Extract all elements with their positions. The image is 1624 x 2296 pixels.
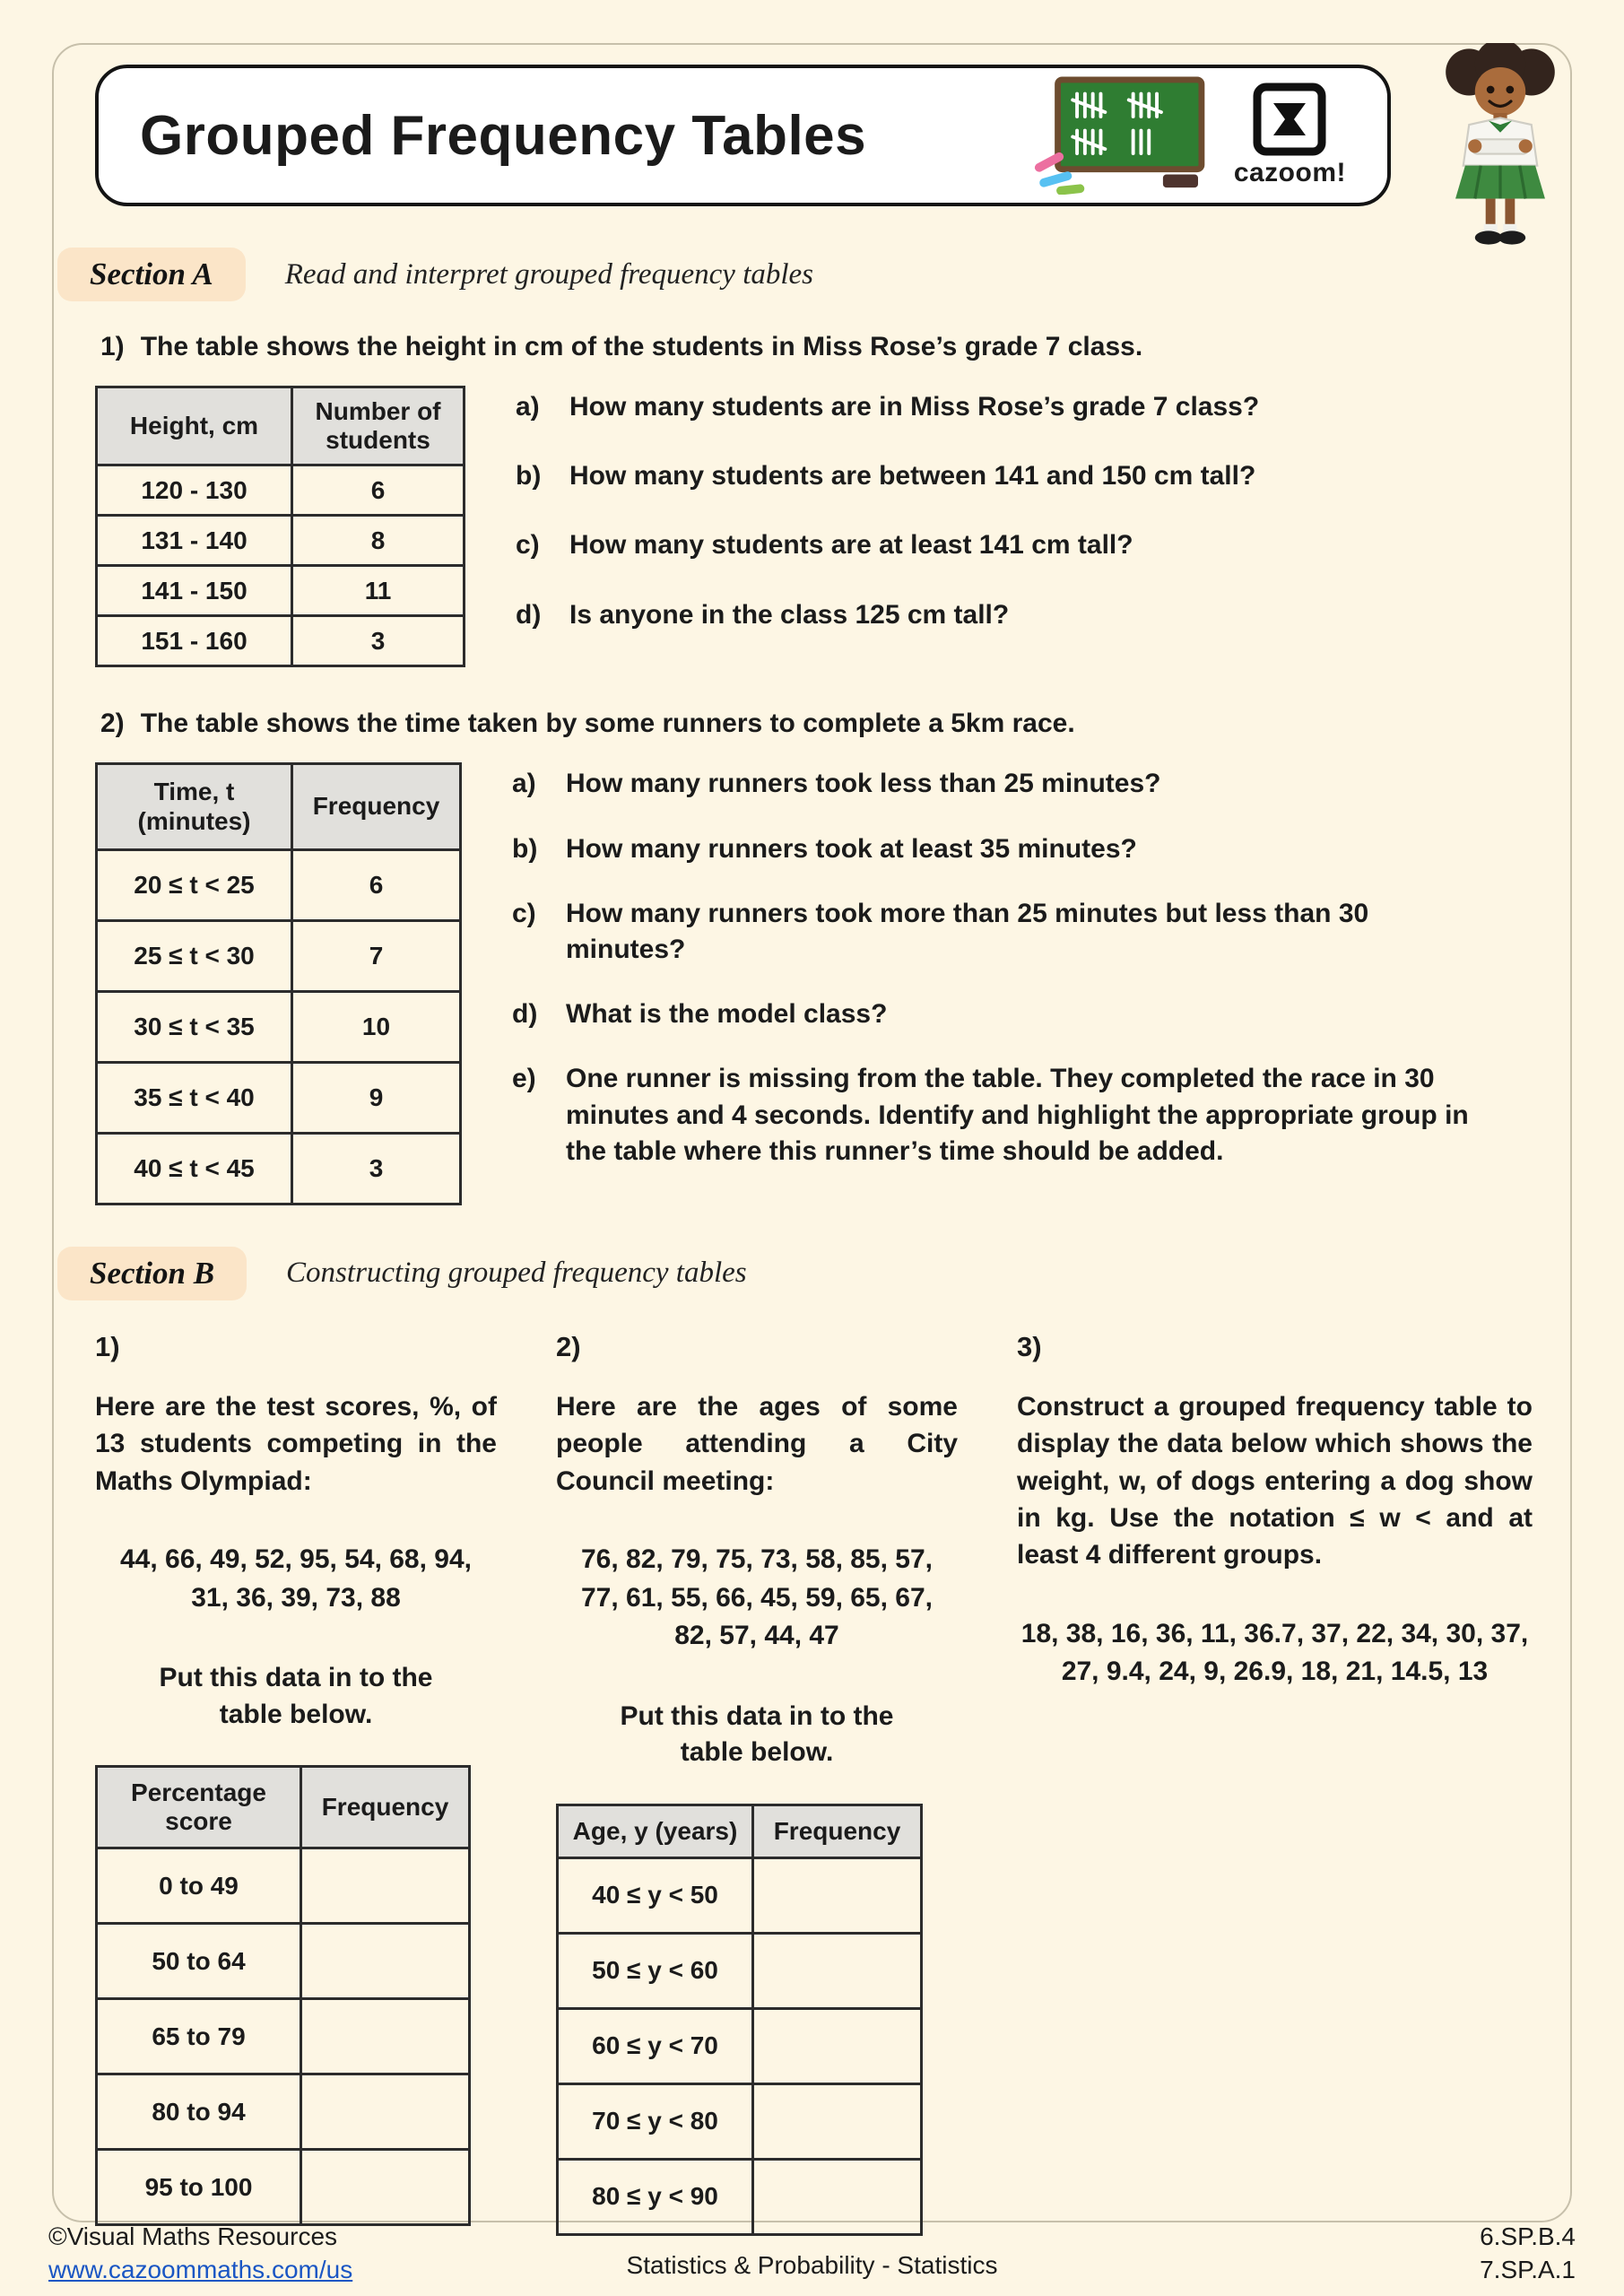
standard-code: 7.SP.A.1	[1480, 2256, 1576, 2284]
question-intro: Construct a grouped frequency table to display the data below which shows the weight, w, of dogs entering a dog show in kg. Use the notation ≤ w < and at least 4 different groups.	[1017, 1391, 1533, 1570]
range-cell: 35 ≤ t < 40	[97, 1062, 292, 1133]
subquestion-label: d)	[516, 599, 542, 630]
subquestion	[516, 527, 1533, 563]
title-box	[95, 65, 1391, 206]
subquestion	[512, 1061, 1533, 1170]
question-1-text: The table shows the height in cm of the students in Miss Rose’s grade 7 class.	[140, 332, 1143, 361]
table-row	[97, 616, 465, 666]
table-row	[97, 566, 465, 616]
footer	[48, 2221, 1576, 2287]
range-cell: 20 ≤ t < 25	[97, 849, 292, 920]
instruction-text: Put this data in to the table below.	[620, 1700, 894, 1768]
subquestion-text: How many runners took at least 35 minutes?	[566, 833, 1137, 864]
subquestion-text: How many runners took more than 25 minutes but less than 30 minutes?	[566, 898, 1369, 964]
table-header-row	[97, 387, 465, 465]
table-row	[97, 1133, 461, 1204]
height-frequency-table	[95, 386, 465, 667]
question-1-number: 1)	[100, 332, 125, 361]
subquestion-label: b)	[516, 461, 542, 491]
subquestion-label: c)	[516, 530, 540, 561]
page-title: Grouped Frequency Tables	[140, 104, 867, 167]
question-intro: Here are the test scores, %, of 13 students competing in the Maths Olympiad:	[95, 1391, 497, 1496]
table-row	[97, 1062, 461, 1133]
range-cell: 40 ≤ y < 50	[558, 1857, 753, 1933]
data-values: 44, 66, 49, 52, 95, 54, 68, 94, 31, 36, 39, 73, 88	[120, 1544, 472, 1613]
range-cell: 40 ≤ t < 45	[97, 1133, 292, 1204]
range-cell: 60 ≤ y < 70	[558, 2008, 753, 2083]
subquestion-label: a)	[516, 392, 540, 422]
table-row	[558, 1933, 922, 2008]
question-2-text: The table shows the time taken by some runners to complete a 5km race.	[140, 709, 1075, 739]
data-values: 76, 82, 79, 75, 73, 58, 85, 57, 77, 61, 55, 66, 45, 59, 65, 67, 82, 57, 44, 47	[581, 1544, 933, 1651]
subquestion-text: Is anyone in the class 125 cm tall?	[569, 599, 1010, 630]
section-a-subtitle: Read and interpret grouped frequency tables	[284, 257, 814, 291]
subquestion-text: How many students are in Miss Rose’s grade 7 class?	[569, 392, 1260, 422]
column-header: Age, y (years)	[558, 1805, 753, 1857]
value-cell: 7	[292, 920, 461, 991]
board-eraser	[1163, 175, 1198, 188]
answer-cell	[301, 1924, 470, 1999]
data-values: 18, 38, 16, 36, 11, 36.7, 37, 22, 34, 30, 37, 27, 9.4, 24, 9, 26.9, 18, 21, 14.5, 13	[1020, 1618, 1529, 1687]
cazoom-logo-text: cazoom!	[1233, 158, 1346, 187]
table-row	[97, 1999, 470, 2074]
table-row	[97, 1924, 470, 1999]
subquestion-text: How many students are at least 141 cm tall?	[569, 530, 1133, 561]
question-1-lead	[100, 332, 1533, 362]
standard-code: 6.SP.B.4	[1480, 2222, 1576, 2251]
table-row	[97, 849, 461, 920]
subquestion	[512, 996, 1533, 1032]
time-frequency-table	[95, 762, 462, 1205]
subquestion	[512, 766, 1533, 802]
table-row	[558, 2008, 922, 2083]
subquestion-label: d)	[512, 999, 538, 1030]
value-cell: 3	[292, 616, 465, 666]
section-b-label: Section B	[57, 1247, 247, 1300]
table-row	[97, 920, 461, 991]
section-b-question-1	[95, 1331, 497, 2236]
column-header: Percentage score	[97, 1767, 301, 1848]
section-a-label: Section A	[57, 248, 246, 301]
subquestion-text: One runner is missing from the table. They completed the race in 30 minutes and 4 seconds. Identify and highlight the appropriate group in the table where this runner’s time should be added.	[566, 1064, 1469, 1166]
header-icons	[1031, 76, 1346, 195]
column-header: Time, t (minutes)	[97, 764, 292, 849]
table-row	[558, 2083, 922, 2159]
header	[95, 56, 1533, 215]
subquestion-text: How many students are between 141 and 150 cm tall?	[569, 461, 1256, 491]
answer-cell	[753, 2008, 922, 2083]
table-header-row	[558, 1805, 922, 1857]
section-b-question-2	[556, 1331, 958, 2236]
subquestion	[512, 896, 1533, 968]
question-number: 3)	[1017, 1330, 1042, 1362]
question-intro: Here are the ages of some people attending a City Council meeting:	[556, 1391, 958, 1496]
value-cell: 6	[292, 849, 461, 920]
section-b-header	[57, 1247, 1533, 1300]
answer-cell	[753, 2083, 922, 2159]
question-2-block	[95, 762, 1533, 1205]
answer-cell	[301, 1999, 470, 2074]
column-header: Height, cm	[97, 387, 292, 465]
subquestion-label: a)	[512, 769, 536, 799]
column-header: Frequency	[292, 764, 461, 849]
schoolgirl-mascot-icon	[1432, 43, 1568, 251]
value-cell: 3	[292, 1133, 461, 1204]
table-header-row	[97, 764, 461, 849]
range-cell: 141 - 150	[97, 566, 292, 616]
table-row	[97, 516, 465, 566]
footer-left	[48, 2221, 352, 2287]
value-cell: 11	[292, 566, 465, 616]
table-row	[97, 465, 465, 516]
subquestion-text: How many runners took less than 25 minutes?	[566, 769, 1161, 799]
range-cell: 151 - 160	[97, 616, 292, 666]
question-2-number: 2)	[100, 709, 125, 739]
cazoom-logo-icon	[1249, 83, 1330, 158]
table-row	[97, 2150, 470, 2225]
section-b-columns	[95, 1331, 1533, 2236]
table-row	[97, 1848, 470, 1924]
table-row	[97, 2074, 470, 2150]
subquestion	[512, 831, 1533, 867]
column-header: Frequency	[301, 1767, 470, 1848]
question-2-lead	[100, 709, 1533, 739]
subquestion-text: What is the model class?	[566, 999, 888, 1030]
subquestion	[516, 389, 1533, 425]
subquestion-label: b)	[512, 833, 538, 864]
subquestion-label: c)	[512, 898, 536, 928]
question-number: 2)	[556, 1330, 581, 1362]
age-frequency-table	[556, 1804, 923, 2236]
range-cell: 80 to 94	[97, 2074, 301, 2150]
range-cell: 30 ≤ t < 35	[97, 991, 292, 1062]
range-cell: 95 to 100	[97, 2150, 301, 2225]
column-header: Frequency	[753, 1805, 922, 1857]
footer-standards	[1480, 2221, 1576, 2287]
subquestion	[516, 597, 1533, 633]
score-frequency-table	[95, 1765, 471, 2226]
column-header: Number of students	[292, 387, 465, 465]
section-b-subtitle: Constructing grouped frequency tables	[286, 1257, 747, 1290]
answer-cell	[301, 2074, 470, 2150]
copyright-text: ©Visual Maths Resources	[48, 2222, 338, 2251]
footer-topic: Statistics & Probability - Statistics	[626, 2251, 998, 2279]
table-row	[97, 991, 461, 1062]
value-cell: 9	[292, 1062, 461, 1133]
range-cell: 50 to 64	[97, 1924, 301, 1999]
question-number: 1)	[95, 1330, 120, 1362]
question-1-block	[95, 386, 1533, 667]
value-cell: 6	[292, 465, 465, 516]
value-cell: 8	[292, 516, 465, 566]
subquestion-label: e)	[512, 1064, 536, 1094]
range-cell: 50 ≤ y < 60	[558, 1933, 753, 2008]
range-cell: 0 to 49	[97, 1848, 301, 1924]
range-cell: 131 - 140	[97, 516, 292, 566]
table-header-row	[97, 1767, 470, 1848]
range-cell: 70 ≤ y < 80	[558, 2083, 753, 2159]
chalkboard-tally-icon	[1031, 76, 1207, 195]
answer-cell	[301, 1848, 470, 1924]
table-row	[558, 1857, 922, 1933]
range-cell: 25 ≤ t < 30	[97, 920, 292, 991]
question-1-subquestions	[516, 386, 1533, 667]
section-b-question-3	[1017, 1331, 1533, 2236]
answer-cell	[753, 1857, 922, 1933]
value-cell: 10	[292, 991, 461, 1062]
cazoom-link[interactable]: www.cazoommaths.com/us	[48, 2256, 353, 2284]
section-a-header	[57, 248, 1533, 301]
range-cell: 80 ≤ y < 90	[558, 2159, 753, 2234]
range-cell: 65 to 79	[97, 1999, 301, 2074]
subquestion	[516, 458, 1533, 494]
answer-cell	[753, 1933, 922, 2008]
answer-cell	[301, 2150, 470, 2225]
cazoom-logo	[1234, 83, 1346, 188]
question-2-subquestions	[512, 762, 1533, 1205]
range-cell: 120 - 130	[97, 465, 292, 516]
instruction-text: Put this data in to the table below.	[159, 1663, 433, 1729]
